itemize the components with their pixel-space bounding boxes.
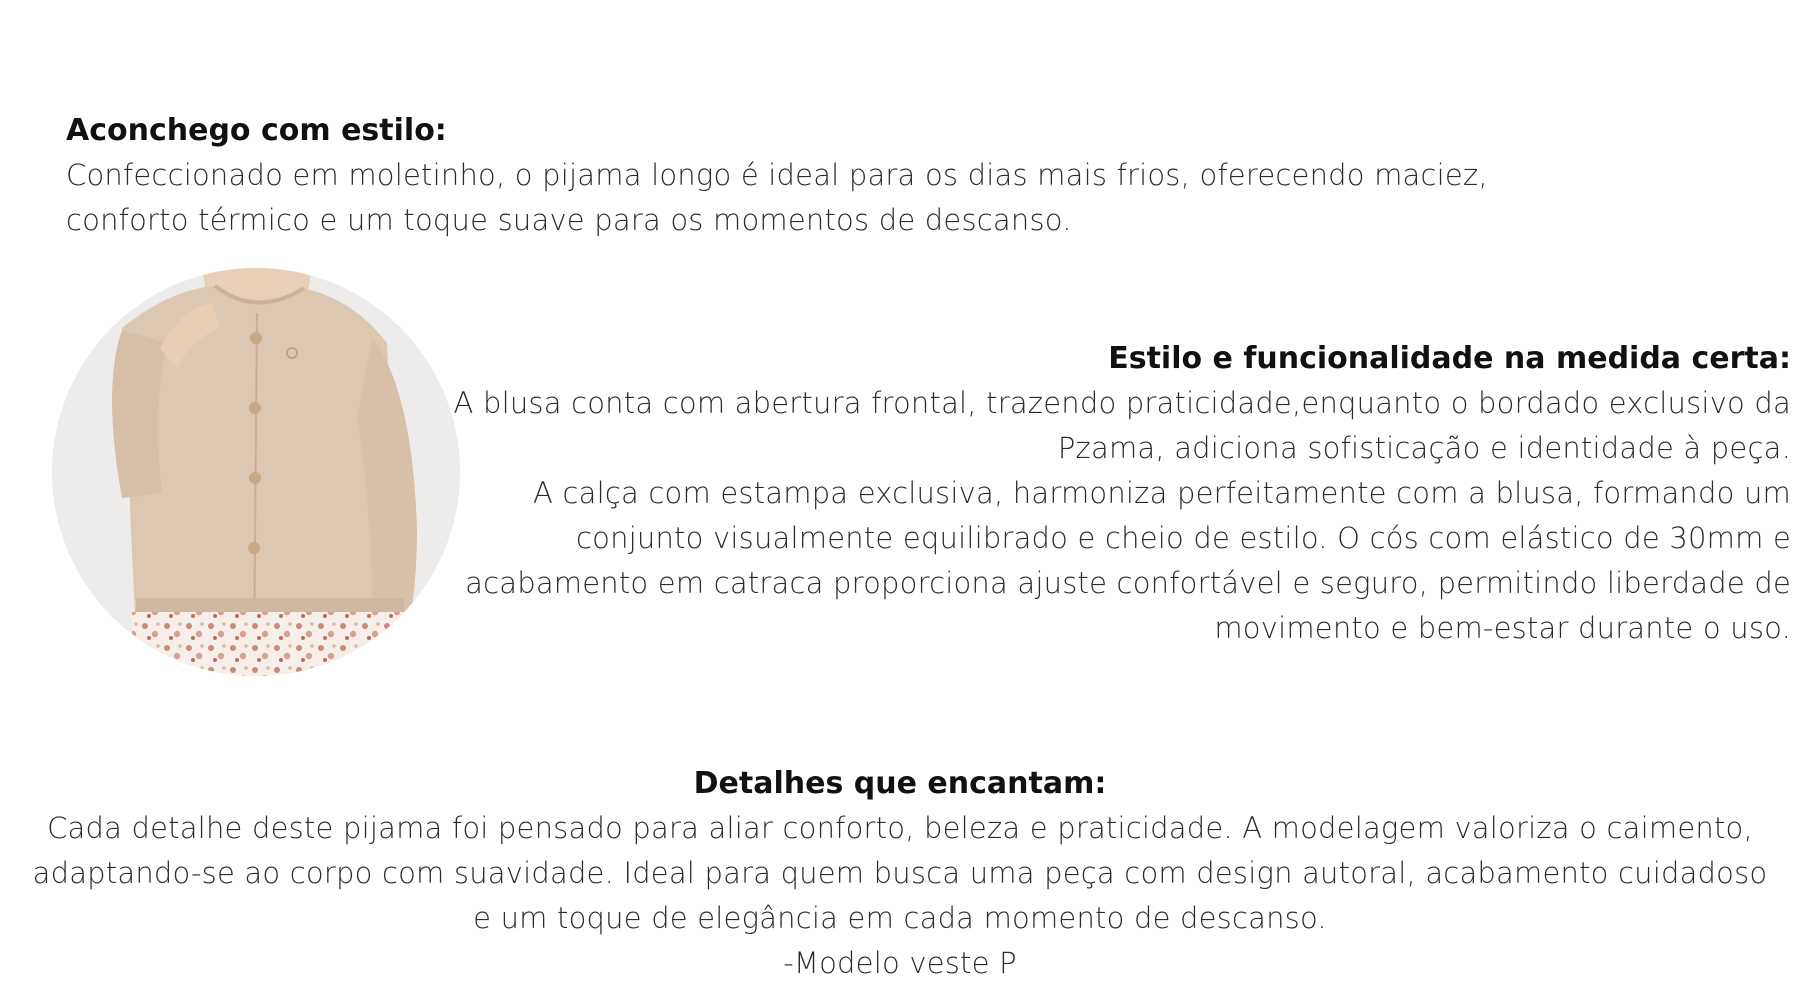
style-section bbox=[421, 336, 1791, 651]
details-line: adaptando-se ao corpo com suavidade. Ideal para quem busca uma peça com design autoral, acabamento cuidadoso bbox=[32, 856, 1768, 890]
style-line: A blusa conta com abertura frontal, trazendo praticidade,enquanto o bordado exclusivo da bbox=[453, 386, 1791, 420]
style-line: movimento e bem-estar durante o uso. bbox=[1214, 611, 1791, 645]
details-section bbox=[0, 761, 1800, 986]
intro-line: conforto térmico e um toque suave para os momentos de descanso. bbox=[66, 203, 1072, 237]
details-title: Detalhes que encantam: bbox=[693, 766, 1107, 801]
pajama-model-image bbox=[52, 268, 460, 676]
style-line: acabamento em catraca proporciona ajuste confortável e seguro, permitindo liberdade de bbox=[465, 566, 1791, 600]
details-line: Cada detalhe deste pijama foi pensado para aliar conforto, beleza e praticidade. A modelagem valoriza o caimento, bbox=[47, 811, 1753, 845]
intro-title: Aconchego com estilo: bbox=[66, 113, 447, 148]
intro-line: Confeccionado em moletinho, o pijama longo é ideal para os dias mais frios, oferecendo maciez, bbox=[66, 158, 1488, 192]
style-line: conjunto visualmente equilibrado e cheio de estilo. O cós com elástico de 30mm e bbox=[576, 521, 1791, 555]
style-line: A calça com estampa exclusiva, harmoniza perfeitamente com a blusa, formando um bbox=[533, 476, 1791, 510]
style-title: Estilo e funcionalidade na medida certa: bbox=[1108, 341, 1791, 376]
intro-section bbox=[66, 108, 1666, 243]
product-photo bbox=[52, 268, 460, 676]
model-size-note: -Modelo veste P bbox=[783, 946, 1017, 980]
details-line: e um toque de elegância em cada momento de descanso. bbox=[473, 901, 1327, 935]
style-line: Pzama, adiciona sofisticação e identidade à peça. bbox=[1057, 431, 1791, 465]
